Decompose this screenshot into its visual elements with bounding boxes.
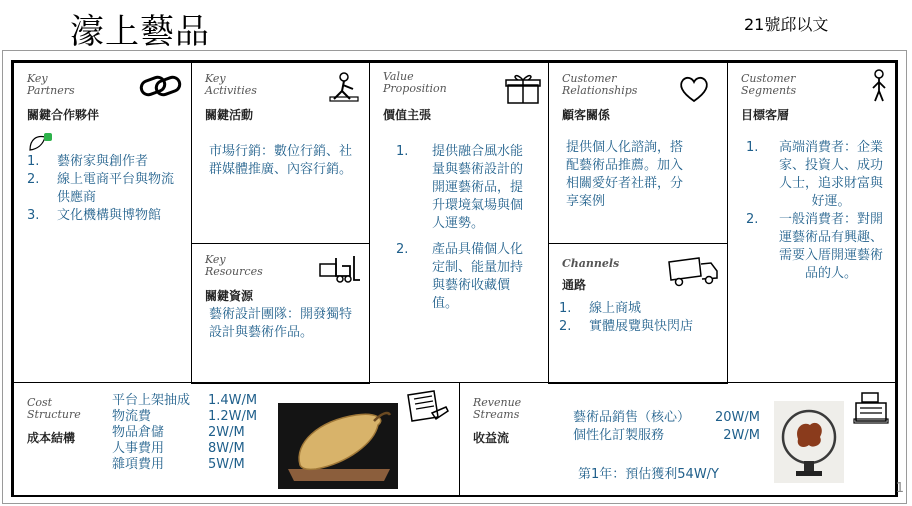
key-partners-zh: 關鍵合作夥伴 [27,108,100,122]
key-activities-zh: 關鍵活動 [205,108,254,122]
table-row: 藝術品銷售（核心） 20W/M [573,410,760,425]
value-proposition-list [396,143,530,313]
list-item: 1. 藝術家與創作者 [27,154,149,169]
heart-icon [677,75,711,103]
wooden-gourd-photo [278,403,398,489]
author-label: 21號邱以文 [744,15,829,34]
channels-zh: 通路 [562,278,587,292]
cost-structure-en: Cost Structure [27,396,81,421]
person-icon [868,69,890,103]
table-row: 雜項費用 5W/M [112,457,245,472]
key-resources-en: Key Resources [205,253,263,278]
tea-tree-sculpture-photo [774,401,844,483]
revenue-streams-zh: 收益流 [473,431,510,445]
list-item: 1. 高端消費者：企業家、投資人、成功人士，追求財富與好運。 [746,140,883,209]
key-partners-en: Key Partners [27,72,75,97]
table-row: 個性化訂製服務 2W/M [573,428,760,443]
customer-segments-box [727,62,896,383]
key-resources-text: 藝術設計團隊：開發獨特設計與藝術作品。 [209,307,353,340]
customer-segments-list [746,139,886,283]
list-item: 1. 提供融合風水能量與藝術設計的開運藝術品，提升環境氣場與個人運勢。 [396,144,524,231]
chain-link-icon [138,71,184,101]
cost-structure-box [13,382,460,497]
list-item: 2. 產品具備個人化定制、能量加持與藝術收藏價值。 [396,242,524,311]
revenue-streams-box [459,382,896,497]
revenue-note: 第1年：預估獲利54W/Y [578,467,719,482]
channels-list [559,300,724,336]
customer-relationships-box [548,62,728,244]
cost-table [112,393,257,473]
list-item: 2. 一般消費者：對開運藝術品有興趣、需要入厝開運藝術品的人。 [746,212,883,281]
channels-en: Channels [562,257,620,270]
key-partners-box [13,62,192,383]
key-activities-box [191,62,370,244]
customer-segments-zh: 目標客層 [741,108,790,122]
cost-structure-zh: 成本結構 [27,431,76,445]
forklift-icon [316,252,362,284]
revenue-streams-en: Revenue Streams [473,396,522,421]
list-item: 2. 線上電商平台與物流供應商 [27,172,175,205]
value-proposition-box [369,62,549,383]
key-resources-box [191,243,370,384]
table-row: 物品倉儲 2W/M [112,425,245,440]
list-item: 2. 實體展覽與快閃店 [559,319,694,334]
key-partners-list [27,153,177,225]
business-model-canvas [11,60,898,497]
list-item: 3. 文化機構與博物館 [27,208,162,223]
leaf-icon [27,131,55,153]
worker-icon [326,71,362,103]
gift-icon [504,71,542,105]
cash-register-icon [852,389,890,425]
table-row: 平台上架抽成 1.4W/M [112,393,258,408]
receipt-icon [402,389,450,427]
table-row: 物流費 1.2W/M [112,409,258,424]
key-activities-en: Key Activities [205,72,257,97]
truck-icon [667,256,719,288]
customer-segments-en: Customer Segments [741,72,797,97]
key-resources-zh: 關鍵資源 [205,289,254,303]
customer-relationships-text: 提供個人化諮詢，搭配藝術品推薦。加入相關愛好者社群，分享案例 [566,140,684,209]
value-proposition-zh: 價值主張 [383,108,432,122]
page-title: 濠上藝品 [70,12,210,52]
table-row: 人事費用 8W/M [112,441,245,456]
channels-box [548,243,728,384]
customer-relationships-en: Customer Relationships [562,72,638,97]
key-activities-text: 市場行銷：數位行銷、社群媒體推廣、內容行銷。 [209,144,353,177]
list-item: 1. 線上商城 [559,301,642,316]
revenue-table [573,409,760,445]
page-number: 1 [895,481,904,496]
customer-relationships-zh: 顧客關係 [562,108,611,122]
value-proposition-en: Value Proposition [383,70,447,95]
